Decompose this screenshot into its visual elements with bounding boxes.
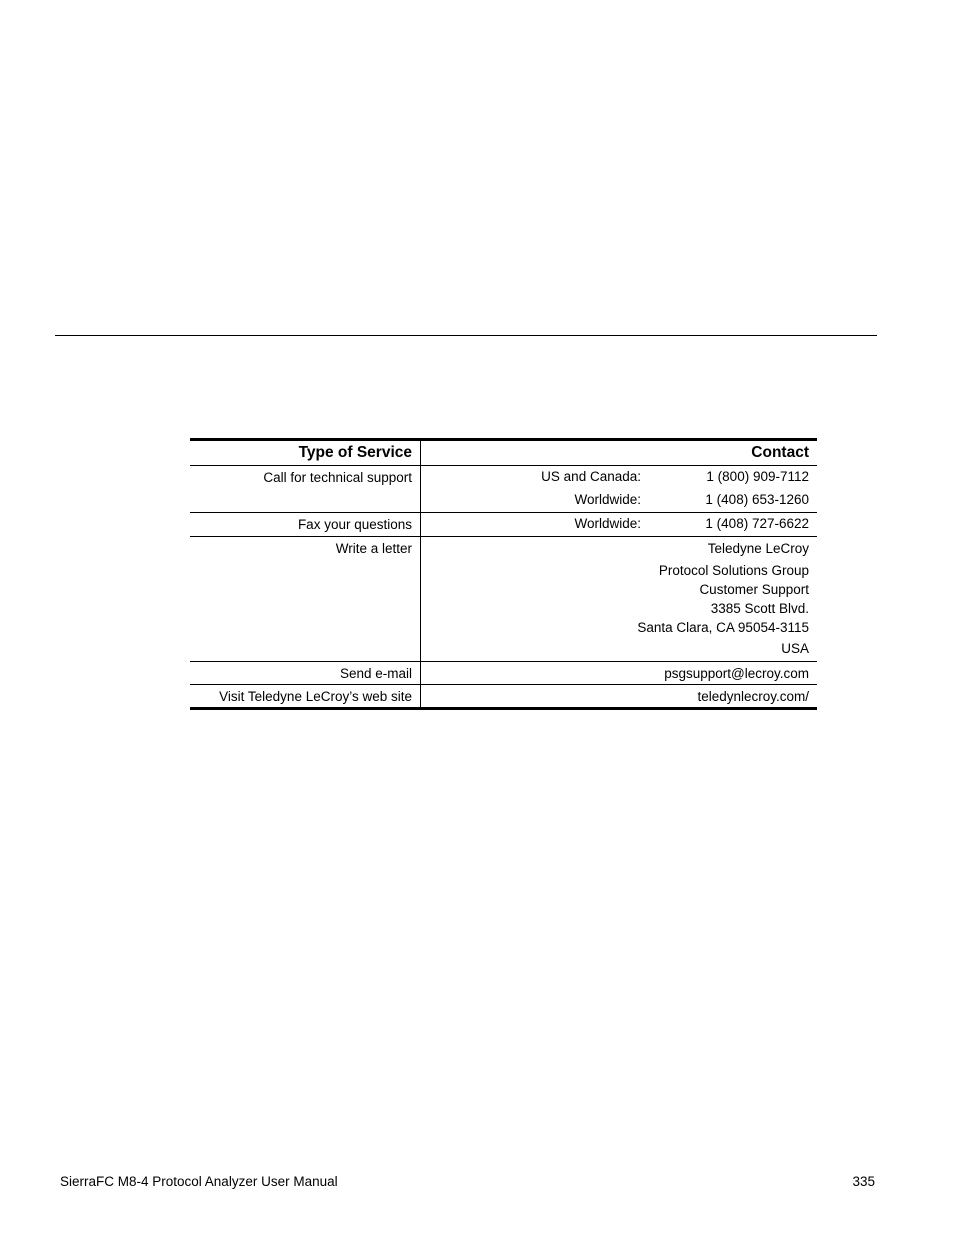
address-line-department: Customer Support [699, 581, 809, 597]
address-line-group: Protocol Solutions Group [658, 562, 809, 578]
header-contact: Contact [421, 440, 818, 466]
contact-technical-support [421, 466, 818, 513]
phone-line-fax-worldwide [421, 513, 809, 536]
contact-fax [421, 513, 818, 537]
service-email: Send e-mail [190, 662, 421, 685]
address-line-company: Teledyne LeCroy [707, 541, 809, 556]
table-row-website [190, 685, 817, 709]
service-technical-support: Call for technical support [190, 466, 421, 513]
phone-region: Worldwide: [574, 492, 641, 508]
table-header-row [190, 440, 817, 466]
table-row-technical-support [190, 466, 817, 513]
contact-mailing-address [421, 537, 818, 662]
address-line-city: Santa Clara, CA 95054-3115 [637, 619, 809, 635]
contact-website-link[interactable]: teledynlecroy.com/ [421, 685, 818, 709]
table-row-fax [190, 513, 817, 537]
service-letter: Write a letter [190, 537, 421, 662]
contact-email-link[interactable]: psgsupport@lecroy.com [421, 662, 818, 685]
contact-table [190, 438, 817, 710]
phone-number: 1 (800) 909-7112 [706, 469, 809, 485]
header-type-of-service: Type of Service [190, 440, 421, 466]
phone-region: US and Canada: [541, 469, 641, 485]
phone-line-us-canada [421, 466, 809, 489]
section-divider [55, 335, 877, 336]
phone-number: 1 (408) 727-6622 [705, 516, 809, 532]
table-row-letter [190, 537, 817, 662]
footer-manual-title: SierraFC M8-4 Protocol Analyzer User Manual [60, 1174, 338, 1189]
table-row-email [190, 662, 817, 685]
service-fax: Fax your questions [190, 513, 421, 537]
address-line-country: USA [781, 641, 809, 657]
phone-number: 1 (408) 653-1260 [705, 492, 809, 508]
phone-line-worldwide [421, 489, 809, 512]
service-website: Visit Teledyne LeCroy’s web site [190, 685, 421, 709]
phone-region: Worldwide: [574, 516, 641, 532]
address-line-street: 3385 Scott Blvd. [710, 600, 809, 616]
footer-page-number: 335 [852, 1174, 875, 1189]
